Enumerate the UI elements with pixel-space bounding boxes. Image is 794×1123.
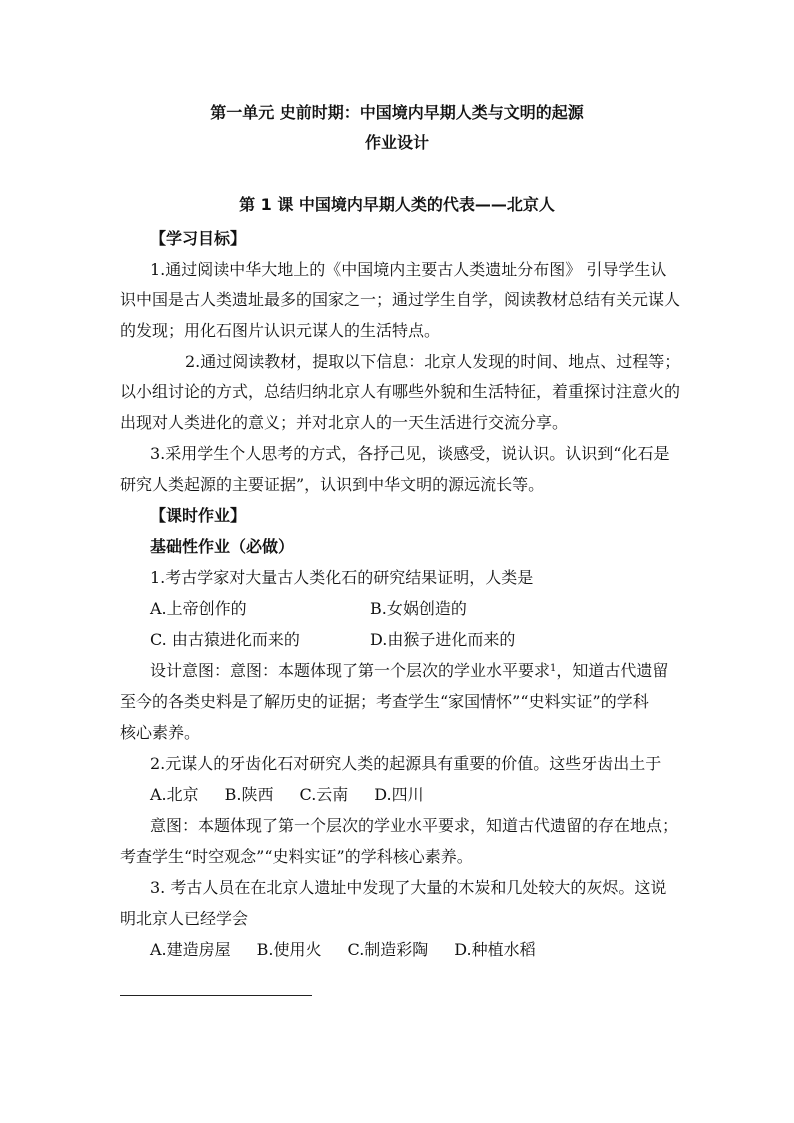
- question-2-option-b: B.陕西: [224, 785, 274, 804]
- objective-1-line-1: 1.通过阅读中华大地上的《中国境内主要古人类遗址分布图》 引导学生认: [150, 260, 667, 279]
- objective-3-line-2: 研究人类起源的主要证据”，认识到中华文明的源远流长等。: [120, 475, 545, 494]
- question-1-option-b: B.女娲创造的: [370, 599, 467, 618]
- question-1-design-line-3: 核心素养。: [120, 723, 201, 742]
- question-2-design-line-1: 意图：本题体现了第一个层次的学业水平要求，知道古代遗留的存在地点；: [150, 816, 679, 835]
- question-3-stem-line-2: 明北京人已经学会: [120, 909, 249, 928]
- question-1-options-row-2: [150, 625, 710, 655]
- question-2-stem: 2.元谋人的牙齿化石对研究人类的起源具有重要的价值。这些牙齿出土于: [150, 754, 662, 773]
- objective-2-line-2: 以小组讨论的方式，总结归纳北京人有哪些外貌和生活特征，着重探讨注意火的: [120, 382, 681, 401]
- question-3-option-c: C.制造彩陶: [347, 940, 429, 959]
- question-3-option-b: B.使用火: [256, 940, 322, 959]
- question-2-options: [150, 780, 710, 810]
- question-2-design-line-2: 考查学生“时空观念”“史料实证”的学科核心素养。: [120, 847, 473, 866]
- question-1-design-line-1: [150, 656, 710, 686]
- footnote-divider: [120, 995, 312, 996]
- basic-homework-heading: 基础性作业（必做）: [150, 537, 295, 556]
- objective-2-line-1: 2.通过阅读教材，提取以下信息：北京人发现的时间、地点、过程等；: [185, 352, 681, 371]
- objective-3-line-1: 3.采用学生个人思考的方式，各抒己见，谈感受，说认识。认识到“化石是: [150, 444, 670, 463]
- objective-1-line-3: 的发现；用化石图片认识元谋人的生活特点。: [120, 321, 441, 340]
- document-subtitle: 作业设计: [364, 133, 429, 152]
- objective-2-line-3: 出现对人类进化的意义；并对北京人的一天生活进行交流分享。: [120, 413, 569, 432]
- question-1-option-a: A.上帝创作的: [150, 599, 247, 618]
- objectives-heading: 【学习目标】: [150, 229, 247, 248]
- question-2-option-d: D.四川: [374, 785, 424, 804]
- objective-1-line-2: 识中国是古人类遗址最多的国家之一；通过学生自学，阅读教材总结有关元谋人: [120, 290, 681, 309]
- question-1-option-c: C. 由古猿进化而来的: [150, 630, 300, 649]
- question-1-options-row-1: [150, 594, 710, 624]
- question-1-design-text-a: 设计意图：意图：本题体现了第一个层次的学业水平要求: [150, 661, 551, 680]
- question-3-option-a: A.建造房屋: [150, 940, 231, 959]
- question-1-design-line-2: 至今的各类史料是了解历史的证据；考查学生“家国情怀”“史料实证”的学科: [120, 692, 649, 711]
- lesson-title: 第 1 课 中国境内早期人类的代表——北京人: [239, 195, 555, 214]
- question-1-option-d: D.由猴子进化而来的: [370, 630, 516, 649]
- question-1-design-text-b: ，知道古代遗留: [556, 661, 669, 680]
- homework-heading: 【课时作业】: [150, 506, 247, 525]
- question-2-option-a: A.北京: [150, 785, 199, 804]
- question-3-options: [150, 935, 710, 965]
- question-1-stem: 1.考古学家对大量古人类化石的研究结果证明，人类是: [150, 568, 534, 587]
- question-3-option-d: D.种植水稻: [454, 940, 536, 959]
- footnote-marker: 1: [550, 663, 557, 674]
- question-2-option-c: C.云南: [299, 785, 349, 804]
- unit-title: 第一单元 史前时期：中国境内早期人类与文明的起源: [210, 103, 584, 122]
- question-3-stem-line-1: 3. 考古人员在在北京人遗址中发现了大量的木炭和几处较大的灰烬。这说: [150, 878, 667, 897]
